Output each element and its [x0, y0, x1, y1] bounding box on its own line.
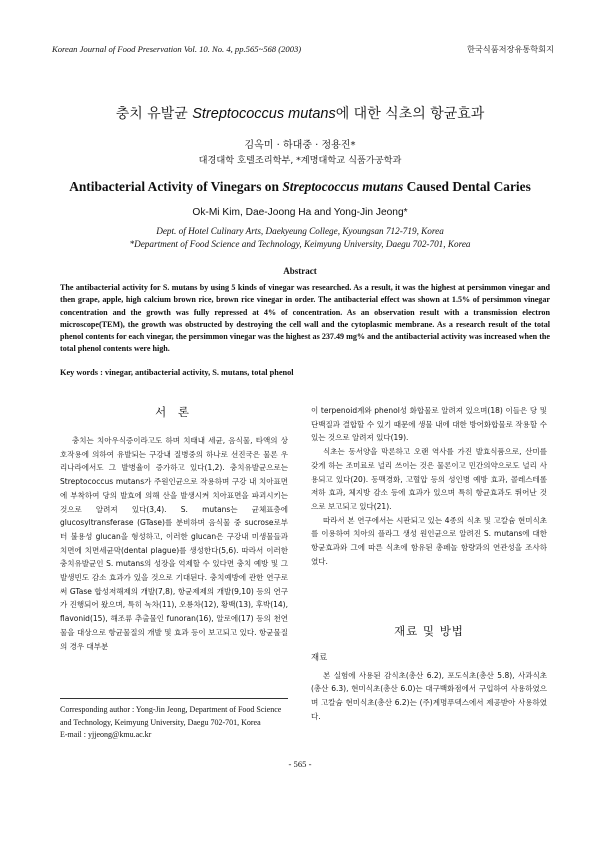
title-english-post: Caused Dental Caries [403, 179, 531, 194]
vinegar-paragraph: 식초는 동서양을 막론하고 오랜 역사를 가진 발효식품으로, 산미를 갖게 하는 조미료로 널리 쓰이는 것은 물론이고 민간의약으로도 널리 사용되고 있다(20). 동맥경화, 고혈압 등의 성인병 예방 효과, 콜레스테롤 저하 효과, 체지방 감소 등에 효과가 있으며 특히 항균효과도 뛰어난 것으로 보고되고 있다(21). [311, 447, 547, 511]
materials-subheading: 재료 [311, 652, 328, 662]
corresponding-email: E-mail : yjjeong@kmu.ac.kr [60, 730, 152, 739]
intro-paragraph: 충치는 치아우식증이라고도 하며 치태내 세균, 음식물, 타액의 상호작용에 의하여 유발되는 구강내 질병중의 하나로 선진국은 물론 우리나라에서도 그 발병율이 증가하고 있다(1,2). 충치유발균으로는 Streptococcus mutans가 주원인균으로 작용하며 구강 내 치아표면에 부착하여 당의 발효에 의해 산을 발생시켜 치아표면을 파괴시키는 것으로 알려져 있다(3,4). S. mutans는 균체표층에 glucosyltransferase (GTase)를 분비하며 음식물 중 sucrose로부터 불용성 glucan을 형성하고, 이러한 glucan은 구강내 미생물들과 치면에 치면세균막(dental plague)를 생성한다(5,6). 따라서 이러한 충치유발균인 S. mutans의 성장을 억제할 수 있다면 충치 예방 및 그 발생빈도 감소 효과가 있을 것으로 기대된다. 충치예방에 관한 연구로써 GTase 합성저해제의 개발(7,8), 항균제제의 개발(9,10) 등의 연구가 진행되어 왔으며, 특히 녹차(11), 오룡차(12), 황백(13), 후박(14), flavonid(15), 해조류 추출물인 funoran(16), 알로에(17) 등의 천연물을 대상으로 항균물질의 개발 및 효과 등이 보고되고 있다. 항균물질의 경우 대부분 [60, 436, 288, 651]
intro-continuation: 이 terpenoid계와 phenol성 화합물로 알려져 있으며(18) 이들은 당 및 단백질과 결합할 수 있기 때문에 생물 내에 대한 방어화합물로 작용할 수 있는 것으로 알려져 있다(19). [311, 406, 547, 443]
abstract-text: The antibacterial activity for S. mutans by using 5 kinds of vinegar was researched. As a result, it was the highest at persimmon vinegar and then grape, apple, high calcium brown rice, brown rice vinegar in order. The antibacterial effect was shown at 1.5% of persimmon vinegar concentration and the growth was fully repressed at 4% of concentration. As an observation result with a transmission electron microscope(TEM), the growth was obstructed by destroying the cell wall and the cytoplasmic membrane. As a research result of the total phenol contents for each vinegar, the persimmon vinegar was the highest as 237.49 mg% and the antibacterial activity was increased when the total phenol contents were high. [60, 283, 550, 354]
intro-body [60, 434, 288, 653]
intro-heading: 서 론 [155, 405, 193, 419]
materials-paragraph: 본 실험에 사용된 감식초(총산 6.2), 포도식초(총산 5.8), 사과식초(총산 6.3), 현미식초(총산 6.0)는 대구백화점에서 구입하여 사용하였으며 고칼슘 현미식초(총산 6.2)는 (주)계명푸덱스에서 제공받아 사용하였다. [311, 670, 547, 721]
title-korean-post: 에 대한 식초의 항균효과 [335, 106, 485, 122]
corresponding-author: Corresponding author : Yong-Jin Jeong, Department of Food Science and Technology, Keimyung University, Daegu 702-701, Korea [60, 705, 282, 727]
affiliation-english-1: Dept. of Hotel Culinary Arts, Daekyeung College, Kyoungsan 712-719, Korea [156, 226, 444, 236]
title-korean-pre: 충치 유발균 [115, 106, 193, 122]
affiliation-korean: 대경대학 호텔조리학부, *계명대학교 식품가공학과 [198, 155, 402, 166]
methods-body [311, 651, 547, 724]
title-english [0, 179, 600, 195]
society-name: 한국식품저장유통학회지 [466, 44, 554, 54]
title-korean [0, 103, 600, 123]
affiliation-english-2: *Department of Food Science and Technology, Keimyung University, Daegu 702-701, Korea [129, 239, 471, 249]
title-korean-species: Streptococcus mutans [192, 106, 336, 122]
keywords: Key words : vinegar, antibacterial activity, S. mutans, total phenol [60, 368, 294, 377]
authors-korean: 김옥미 · 하대중 · 정용진* [244, 140, 356, 151]
abstract-heading: Abstract [283, 266, 317, 276]
authors-english: Ok-Mi Kim, Dae-Joong Ha and Yong-Jin Jeong* [192, 207, 408, 218]
methods-heading: 재료 및 방법 [394, 624, 464, 638]
title-english-pre: Antibacterial Activity of Vinegars on [69, 179, 283, 194]
correspondence [60, 704, 288, 742]
title-english-species: Streptococcus mutans [282, 179, 404, 194]
journal-citation: Korean Journal of Food Preservation Vol. 10. No. 4, pp.565~568 (2003) [52, 44, 302, 54]
purpose-paragraph: 따라서 본 연구에서는 시판되고 있는 4종의 식초 및 고칼슘 현미식초를 이용하여 치아의 플라그 생성 원인균으로 알려진 S. mutans에 대한 항균효과와 그에 따른 식초에 함유된 총페놀 함량과의 연관성을 조사하였다. [311, 515, 547, 566]
page-number: - 565 - [288, 759, 312, 769]
footnote-rule [60, 698, 288, 699]
right-column-body [311, 404, 547, 568]
